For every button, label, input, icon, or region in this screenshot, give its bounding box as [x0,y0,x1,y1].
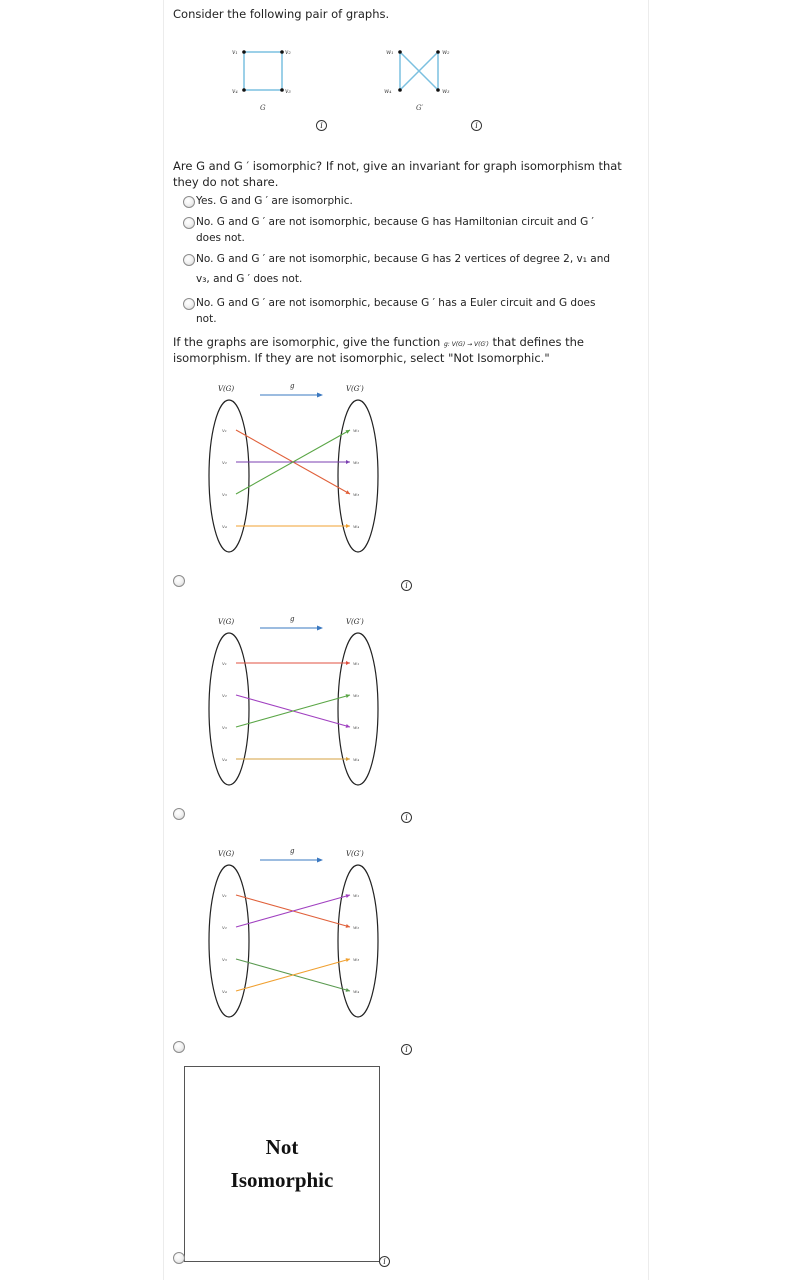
option-radio-4[interactable] [183,298,195,310]
codomain-label: V(G′) [346,618,364,626]
right-vertex: w₃ [353,492,360,498]
arrowhead-icon [346,661,350,665]
function-label: g [290,382,295,390]
right-vertex: w₃ [353,725,360,731]
arrowhead-icon [317,393,323,398]
part1-prompt-line1: Are G and G ′ isomorphic? If not, give an invariant for graph isomorphism that [173,159,622,173]
left-vertex: v₄ [222,757,227,763]
right-vertex: w₃ [353,957,360,963]
part2-prompt-a: If the graphs are isomorphic, give the function [173,335,441,349]
option-1-text: Yes. G and G ′ are isomorphic. [196,195,353,207]
function-label: g [290,847,295,855]
left-vertex: v₁ [222,893,227,899]
info-icon[interactable]: i [316,120,327,131]
option-radio-1[interactable] [183,196,195,208]
not-isomorphic-box [184,1066,380,1262]
mapping-radio-3[interactable] [173,1041,185,1053]
mapping-choice-3 [200,843,400,1023]
info-icon[interactable]: i [379,1256,390,1267]
not-isomorphic-radio[interactable] [173,1252,185,1264]
left-vertex: v₁ [222,661,227,667]
graph-g-figure [222,40,308,116]
domain-label: V(G) [218,850,235,858]
left-vertex: v₄ [222,524,227,530]
graph-g-caption: G [260,104,266,112]
domain-label: V(G) [218,385,235,393]
arrowhead-icon [346,524,350,528]
left-vertex: v₂ [222,460,227,466]
right-vertex: w₁ [353,661,360,667]
right-vertex: w₄ [353,757,360,763]
option-4-text: No. G and G ′ are not isomorphic, because G ′ has a Euler circuit and G does [196,297,596,309]
part2-prompt-line2: isomorphism. If they are not isomorphic, select "Not Isomorphic." [173,351,550,365]
graph-gp-w1: w₁ [386,49,394,56]
right-vertex: w₂ [353,460,360,466]
graph-gp-w4: w₄ [384,88,392,95]
mapping-choice-2 [200,611,400,791]
info-icon[interactable]: i [471,120,482,131]
graph-gp-caption: G′ [416,104,424,112]
mapping-radio-2[interactable] [173,808,185,820]
arrowhead-icon [317,626,323,631]
info-icon[interactable]: i [401,812,412,823]
right-vertex: w₁ [353,893,360,899]
left-vertex: v₃ [222,492,227,498]
not-isomorphic-line1: Not [265,1135,299,1159]
right-vertex: w₁ [353,428,360,434]
not-isomorphic-label [185,1131,379,1197]
intro-text: Consider the following pair of graphs. [173,7,390,21]
function-label: g [290,615,295,623]
left-vertex: v₂ [222,925,227,931]
graph-gp-w3: w₃ [442,88,450,95]
graph-g-v2: v₂ [285,49,291,56]
option-3-text-cont: v₃, and G ′ does not. [196,273,303,285]
graph-g-prime-figure [378,40,464,116]
right-vertex: w₂ [353,925,360,931]
domain-label: V(G) [218,618,235,626]
arrowhead-icon [317,858,323,863]
part1-prompt-line2: they do not share. [173,175,279,189]
arrowhead-icon [346,757,350,761]
mapping-radio-1[interactable] [173,575,185,587]
option-3-text: No. G and G ′ are not isomorphic, because G has 2 vertices of degree 2, v₁ and [196,253,611,265]
left-vertex: v₄ [222,989,227,995]
mapping-choice-1 [200,378,400,558]
info-icon[interactable]: i [401,1044,412,1055]
left-vertex: v₂ [222,693,227,699]
graph-g-v4: v₄ [232,88,238,95]
graph-g-v3: v₃ [285,88,291,95]
left-vertex: v₃ [222,725,227,731]
graph-gp-w2: w₂ [442,49,450,56]
not-isomorphic-line2: Isomorphic [230,1168,334,1192]
info-icon[interactable]: i [401,580,412,591]
right-vertex: w₄ [353,524,360,530]
part2-function: g: V(G) → V(G′) [444,341,489,348]
left-vertex: v₃ [222,957,227,963]
codomain-label: V(G′) [346,385,364,393]
option-radio-3[interactable] [183,254,195,266]
option-2-text: No. G and G ′ are not isomorphic, because G has Hamiltonian circuit and G ′ [196,216,594,228]
part2-prompt-b: that defines the [492,335,584,349]
option-2-text-cont: does not. [196,232,245,244]
graph-g-v1: v₁ [232,49,238,56]
right-vertex: w₂ [353,693,360,699]
right-vertex: w₄ [353,989,360,995]
left-vertex: v₁ [222,428,227,434]
option-radio-2[interactable] [183,217,195,229]
option-4-text-cont: not. [196,313,217,325]
arrowhead-icon [346,460,350,464]
codomain-label: V(G′) [346,850,364,858]
